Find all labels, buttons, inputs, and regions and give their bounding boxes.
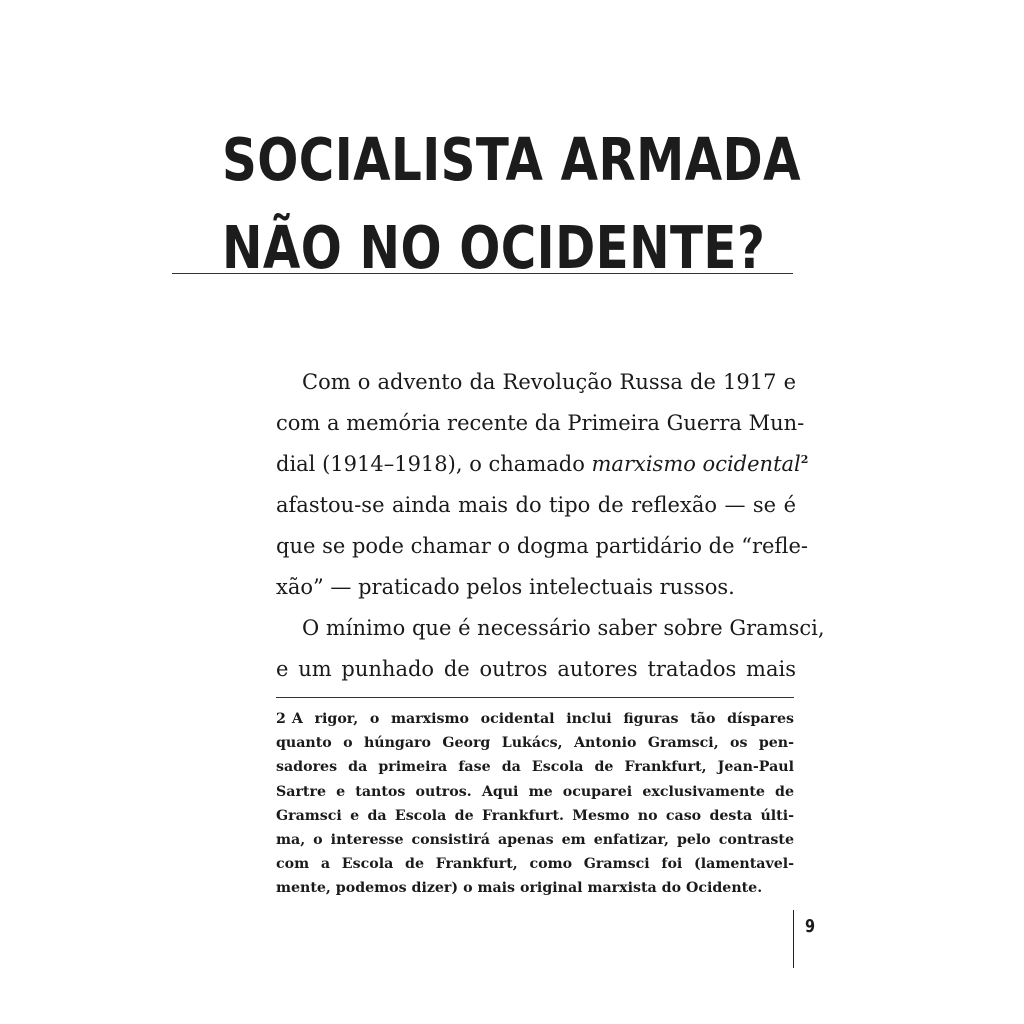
page-number: 9 <box>805 916 816 937</box>
footnote-number: 2 <box>276 711 286 727</box>
paragraph-1-line: com a memória recente da Primeira Guerra Mun- <box>276 411 805 435</box>
title-divider <box>172 273 793 274</box>
paragraph-1-line <box>276 444 809 485</box>
footnote-line: mente, podemos dizer) o mais original marxista do Ocidente. <box>276 880 763 897</box>
footnote-line <box>276 707 794 731</box>
paragraph-1-line: que se pode chamar o dogma partidário de “refle- <box>276 534 808 558</box>
paragraph-1-text: dial (1914–1918), o chamado <box>276 452 592 476</box>
chapter-title-line-1: SOCIALISTA ARMADA <box>222 125 801 194</box>
paragraph-2-line: e um punhado de outros autores tratados mais <box>276 657 796 681</box>
footnote-line: Gramsci e da Escola de Frankfurt. Mesmo no caso desta últi- <box>276 807 794 824</box>
paragraph-1-line: Com o advento da Revolução Russa de 1917 e <box>302 370 796 394</box>
chapter-title-line-2: NÃO NO OCIDENTE? <box>222 213 766 282</box>
page-number-divider <box>793 910 794 968</box>
footnote-text: A rigor, o marxismo ocidental inclui figuras tão díspares <box>291 711 794 727</box>
footnote-reference[interactable]: 2 <box>800 453 809 466</box>
footnote-line: quanto o húngaro Georg Lukács, Antonio Gramsci, os pen- <box>276 735 794 752</box>
paragraph-1-line: afastou-se ainda mais do tipo de reflexão — se é <box>276 493 796 517</box>
paragraph-2-line: O mínimo que é necessário saber sobre Gramsci, <box>302 616 825 640</box>
footnote-line: com a Escola de Frankfurt, como Gramsci foi (lamentavel- <box>276 856 794 873</box>
italic-term: marxismo ocidental <box>591 452 801 476</box>
footnote-line: ma, o interesse consistirá apenas em enfatizar, pelo contraste <box>276 832 794 849</box>
footnote <box>276 707 794 901</box>
footnote-divider <box>276 697 794 698</box>
body-text <box>276 362 825 690</box>
footnote-line: sadores da primeira fase da Escola de Frankfurt, Jean-Paul <box>276 759 794 776</box>
chapter-title <box>222 116 801 292</box>
paragraph-1-line: xão” — praticado pelos intelectuais russos. <box>276 575 735 599</box>
footnote-line: Sartre e tantos outros. Aqui me ocuparei exclusivamente de <box>276 783 794 800</box>
